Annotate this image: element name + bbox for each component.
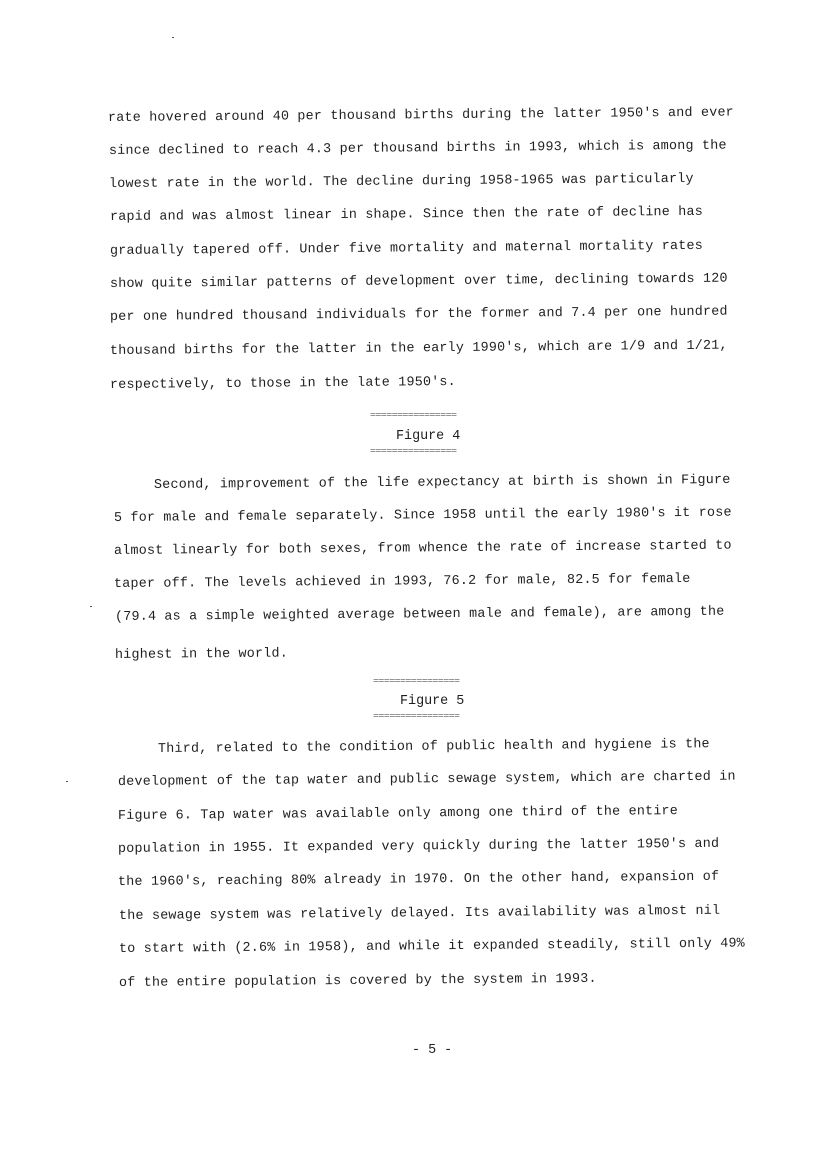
figure-5-rule-top: ================ (373, 678, 460, 685)
scan-speck (66, 781, 68, 782)
text-line: show quite similar patterns of development over time, declining towards 120 (109, 271, 728, 292)
text-line: Second, improvement of the life expectancy at birth is shown in Figure (153, 472, 731, 493)
text-line: almost linearly for both sexes, from whence the rate of increase started to (113, 538, 732, 559)
figure-4-rule-top: ================ (370, 412, 457, 419)
text-line: to start with (2.6% in 1958), and while it expanded steadily, still only 49% (118, 936, 745, 957)
text-line: respectively, to those in the late 1950's. (109, 374, 456, 393)
text-line: taper off. The levels achieved in 1993, 76.2 for male, 82.5 for female (113, 571, 691, 592)
text-line: rate hovered around 40 per thousand births during the latter 1950's and ever (107, 105, 734, 126)
text-line: gradually tapered off. Under five mortality and maternal mortality rates (109, 238, 704, 259)
text-line: highest in the world. (114, 646, 289, 663)
text-line: 5 for male and female separately. Since 1958 until the early 1980's it rose (113, 505, 732, 526)
text-line: the sewage system was relatively delayed. Its availability was almost nil (118, 903, 721, 924)
text-line: since declined to reach 4.3 per thousand births in 1993, which is among the (108, 138, 727, 159)
text-line: rapid and was almost linear in shape. Since then the rate of decline has (109, 204, 704, 225)
text-line: of the entire population is covered by the system in 1993. (118, 971, 597, 991)
figure-5-label: Figure 5 (400, 694, 465, 709)
page-number: - 5 - (412, 1043, 453, 1058)
text-line: (79.4 as a simple weighted average between male and female), are among the (114, 604, 725, 625)
scan-speck (172, 37, 174, 38)
text-line: population in 1955. It expanded very quickly during the latter 1950's and (117, 836, 720, 857)
text-line: lowest rate in the world. The decline during 1958-1965 was particularly (108, 171, 694, 192)
text-line: the 1960's, reaching 80% already in 1970. On the other hand, expansion of (117, 869, 720, 890)
text-line: thousand births for the latter in the early 1990's, which are 1/9 and 1/21, (109, 338, 728, 359)
scan-speck (90, 606, 92, 607)
text-line: development of the tap water and public sewage system, which are charted in (117, 769, 736, 790)
text-line: Figure 6. Tap water was available only among one third of the entire (117, 804, 679, 824)
text-line: Third, related to the condition of public health and hygiene is the (157, 737, 710, 757)
text-line: per one hundred thousand individuals for the former and 7.4 per one hundred (109, 304, 728, 325)
figure-5-rule-bottom: ================ (373, 713, 460, 720)
figure-4-label: Figure 4 (396, 429, 461, 444)
figure-4-rule-bottom: ================ (370, 448, 457, 455)
